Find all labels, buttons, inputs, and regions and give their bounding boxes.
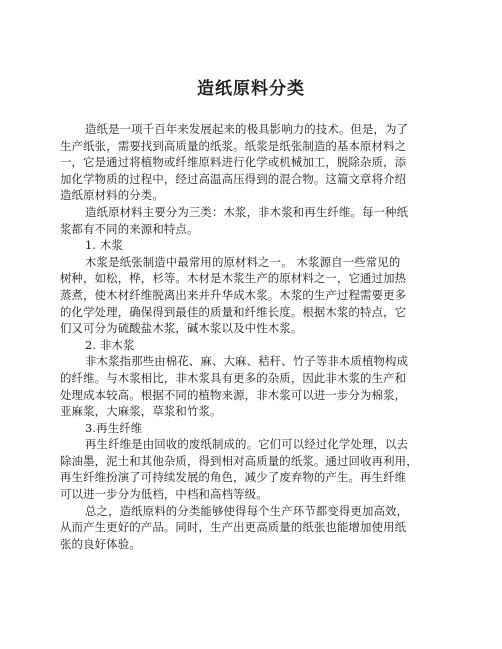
text-line: 的纤维。与木浆相比，非木浆具有更多的杂质，因此非木浆的生产和 (60, 370, 407, 385)
document-title: 造纸原料分类 (197, 79, 305, 99)
text-line: 蒸煮，使木材纤维脱离出来并升华成木浆。木浆的生产过程需要更多 (60, 287, 407, 302)
text-line: 一，它是通过将植物或纤维原料进行化学或机械加工，脱除杂质，添 (60, 155, 407, 170)
text-line: 非木浆指那些由棉花、麻、大麻、秸秆、竹子等非木质植物构成 (85, 354, 409, 369)
text-line: 加化学物质的过程中，经过高温高压得到的混合物。这篇文章将介绍 (60, 171, 407, 186)
text-line: 再生纤维扮演了可持续发展的角色，减少了废弃物的产生。再生纤维 (60, 470, 407, 485)
document-body (60, 121, 440, 552)
text-line: 3.再生纤维 (85, 420, 143, 435)
text-line: 浆都有不同的来源和特点。 (60, 221, 199, 236)
text-line: 除油墨，泥土和其他杂质，得到相对高质量的纸浆。通过回收再利用， (60, 453, 418, 468)
text-line: 树种，如松，桦，杉等。木材是木浆生产的原材料之一，它通过加热 (60, 271, 407, 286)
text-line: 总之，造纸原料的分类能够使得每个生产环节都变得更加高效， (85, 503, 409, 518)
text-line: 亚麻浆，大麻浆，草浆和竹浆。 (60, 404, 222, 419)
text-line: 造纸原材料主要分为三类：木浆，非木浆和再生纤维。每一种纸 (85, 204, 409, 219)
text-line: 们又可分为硫酸盐木浆，碱木浆以及中性木浆。 (60, 321, 303, 336)
text-line: 处理成本较高。根据不同的植物来源，非木浆可以进一步分为棉浆， (60, 387, 407, 402)
text-line: 生产纸张，需要找到高质量的纸浆。纸浆是纸张制造的基本原材料之 (60, 138, 407, 153)
text-line: 的化学处理，确保得到最佳的质量和纤维长度。根据木浆的特点，它 (60, 304, 407, 319)
text-line: 木浆是纸张制造中最常用的原材料之一。 木浆源自一些常见的 (85, 254, 401, 269)
text-line: 张的良好体验。 (60, 536, 141, 551)
text-line: 从而产生更好的产品。同时，生产出更高质量的纸张也能增加使用纸 (60, 520, 407, 535)
text-line: 造纸原材料的分类。 (60, 188, 164, 203)
text-line: 2. 非木浆 (85, 337, 135, 352)
text-line: 1. 木浆 (85, 238, 124, 253)
text-line: 可以进一步分为低档，中档和高档等级。 (60, 487, 268, 502)
text-line: 再生纤维是由回收的废纸制成的。它们可以经过化学处理，以去 (85, 437, 409, 452)
text-line: 造纸是一项千百年来发展起来的极具影响力的技术。但是，为了 (85, 122, 409, 136)
